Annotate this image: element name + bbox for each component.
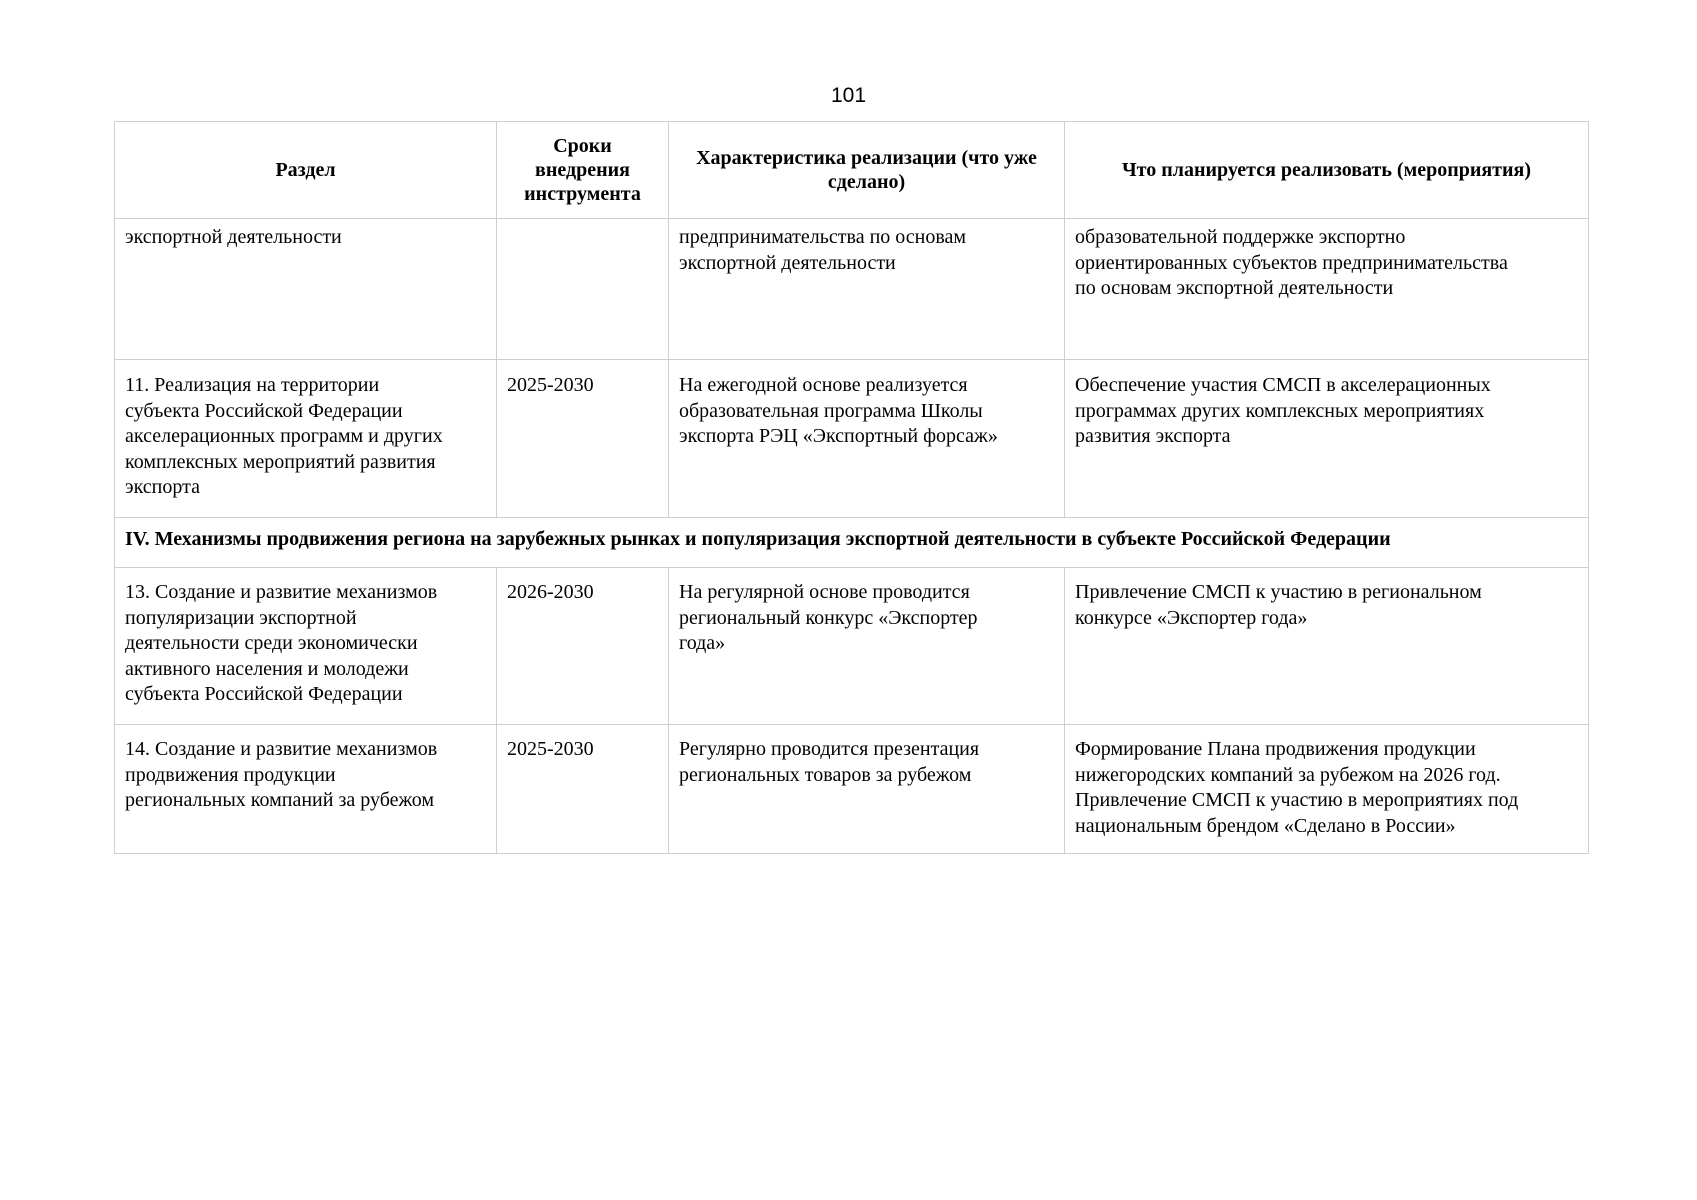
- cell-planned: Формирование Плана продвижения продукции нижегородских компаний за рубежом на 2026 год. Привлечение СМСП к участию в мероприятиях под национальным брендом «Сделано в России»: [1065, 725, 1589, 854]
- cell-done: Регулярно проводится презентация региональных товаров за рубежом: [669, 725, 1065, 854]
- measures-table: [114, 121, 1589, 854]
- header-section: Раздел: [115, 122, 497, 219]
- cell-period: 2025-2030: [497, 725, 669, 854]
- table-row: [115, 360, 1589, 518]
- header-planned: Что планируется реализовать (мероприятия): [1065, 122, 1589, 219]
- cell-period: 2026-2030: [497, 568, 669, 725]
- header-done: Характеристика реализации (что уже сделано): [669, 122, 1065, 219]
- table-header: [115, 122, 1589, 219]
- header-period: Сроки внедрения инструмента: [497, 122, 669, 219]
- cell-section: 13. Создание и развитие механизмов популяризации экспортной деятельности среди экономически активного населения и молодежи субъекта Российской Федерации: [115, 568, 497, 725]
- cell-done: На регулярной основе проводится региональный конкурс «Экспортер года»: [669, 568, 1065, 725]
- cell-planned: Привлечение СМСП к участию в региональном конкурсе «Экспортер года»: [1065, 568, 1589, 725]
- table-row: [115, 568, 1589, 725]
- cell-period: 2025-2030: [497, 360, 669, 518]
- cell-section: экспортной деятельности: [115, 219, 497, 360]
- page-number: 101: [830, 84, 867, 107]
- cell-period: [497, 219, 669, 360]
- cell-planned: Обеспечение участия СМСП в акселерационных программах других комплексных мероприятиях развития экспорта: [1065, 360, 1589, 518]
- section-heading-row: [115, 518, 1589, 568]
- table-row: [115, 725, 1589, 854]
- section-heading: IV. Механизмы продвижения региона на зарубежных рынках и популяризация экспортной деятельности в субъекте Российской Федерации: [115, 518, 1589, 568]
- cell-done: На ежегодной основе реализуется образовательная программа Школы экспорта РЭЦ «Экспортный форсаж»: [669, 360, 1065, 518]
- cell-planned: образовательной поддержке экспортно ориентированных субъектов предпринимательства по основам экспортной деятельности: [1065, 219, 1589, 360]
- table-row: [115, 219, 1589, 360]
- header-row: [115, 122, 1589, 219]
- cell-section: 11. Реализация на территории субъекта Российской Федерации акселерационных программ и других комплексных мероприятий развития экспорта: [115, 360, 497, 518]
- table-body: [115, 219, 1589, 854]
- cell-section: 14. Создание и развитие механизмов продвижения продукции региональных компаний за рубежом: [115, 725, 497, 854]
- cell-done: предпринимательства по основам экспортной деятельности: [669, 219, 1065, 360]
